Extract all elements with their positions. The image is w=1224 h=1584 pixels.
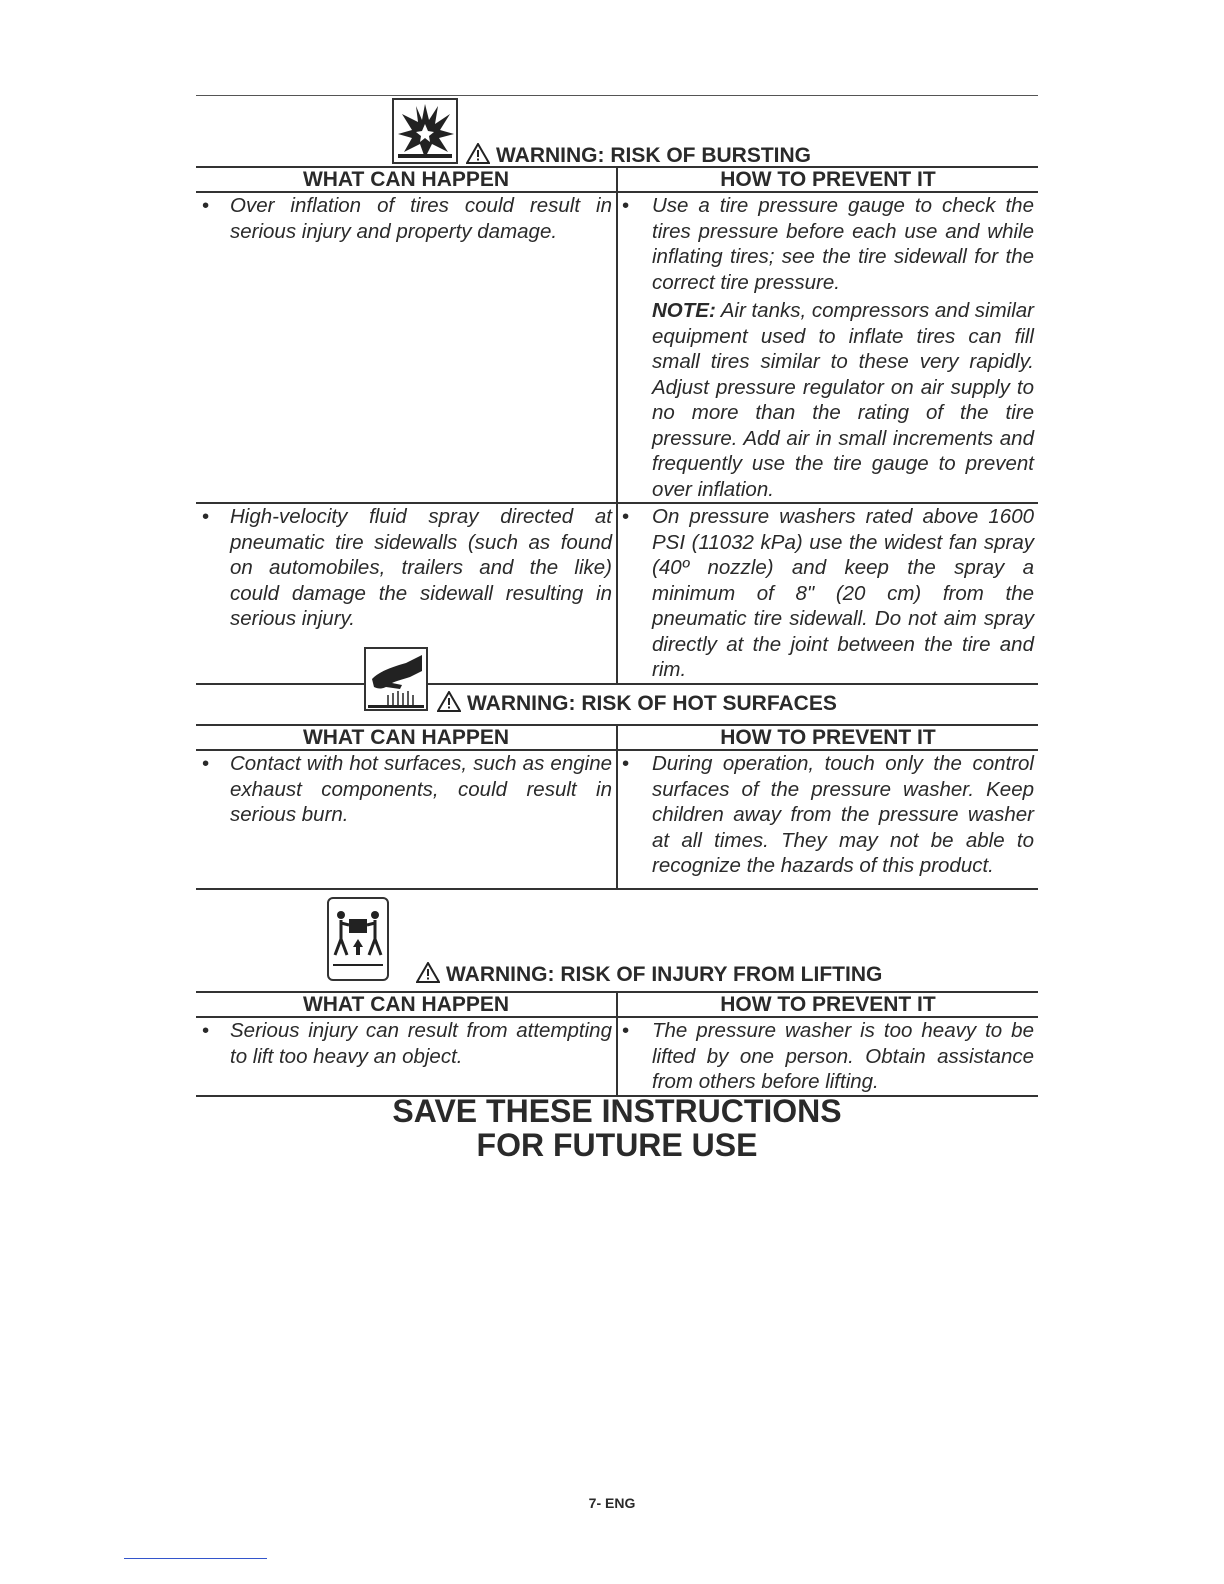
column-header-how: HOW TO PREVENT IT [617, 167, 1038, 192]
warning-triangle-icon [466, 143, 490, 164]
section-title-bursting [466, 143, 811, 168]
save-line-1: SAVE THESE INSTRUCTIONS [392, 1093, 842, 1129]
column-header-how: HOW TO PREVENT IT [617, 725, 1038, 750]
two-person-lift-icon [327, 897, 389, 981]
section-title-lifting [416, 962, 882, 987]
column-header-what: WHAT CAN HAPPEN [196, 992, 617, 1017]
top-rule [196, 95, 1038, 96]
column-header-how: HOW TO PREVENT IT [617, 992, 1038, 1017]
warning-triangle-icon [437, 691, 461, 712]
section-title-text: WARNING: RISK OF HOT SURFACES [467, 692, 837, 715]
footnote-rule [124, 1558, 267, 1559]
what-item: • Serious injury can result from attempting to lift too heavy an object. [202, 1019, 612, 1068]
section-title-text: WARNING: RISK OF INJURY FROM LIFTING [446, 963, 883, 986]
hot-surface-hand-icon [364, 647, 428, 711]
how-item: • During operation, touch only the control surfaces of the pressure washer. Keep children away from the pressure washer at all times. They may not be able to recognize the hazards of this product. [622, 752, 1034, 877]
section-title-hot-surfaces [437, 691, 837, 716]
note-label: NOTE: [652, 299, 716, 322]
note-paragraph: NOTE: Air tanks, compressors and similar equipment used to inflate tires can fill small tires similar to these very rapidly. Adjust pressure regulator on air supply to no more than the rating of the tire pressure. Add air in small increments and frequently use the tire gauge to prevent over inflation. [652, 299, 1035, 501]
save-instructions-heading [196, 1094, 1038, 1162]
column-header-what: WHAT CAN HAPPEN [196, 725, 617, 750]
hazard-table-lifting [196, 991, 1038, 1097]
column-header-what: WHAT CAN HAPPEN [196, 167, 617, 192]
warning-triangle-icon [416, 962, 440, 983]
page-number: 7- ENG [588, 1495, 636, 1511]
hazard-table-hot-surfaces [196, 724, 1038, 890]
section-title-text: WARNING: RISK OF BURSTING [496, 144, 811, 167]
save-line-2: FOR FUTURE USE [476, 1127, 758, 1163]
what-item: • Over inflation of tires could result in serious injury and property damage. [202, 194, 612, 243]
how-item: • On pressure washers rated above 1600 PSI (11032 kPa) use the widest fan spray (40º nozzle) and keep the spray a minimum of 8" (20 cm) from the pneumatic tire sidewall. Do not aim spray directly at the joint between the tire and rim. [622, 505, 1034, 681]
explosion-icon [392, 98, 458, 164]
what-item: • High-velocity fluid spray directed at pneumatic tire sidewalls (such as found on automobiles, trailers and the like) could damage the sidewall resulting in serious injury. [202, 505, 612, 630]
how-item: • Use a tire pressure gauge to check the tires pressure before each use and while inflating tires; see the tire sidewall for the correct tire pressure. [622, 194, 1034, 294]
how-item: • The pressure washer is too heavy to be lifted by one person. Obtain assistance from others before lifting. [622, 1019, 1034, 1093]
hazard-table-bursting [196, 166, 1038, 685]
what-item: • Contact with hot surfaces, such as engine exhaust components, could result in serious burn. [202, 752, 612, 826]
